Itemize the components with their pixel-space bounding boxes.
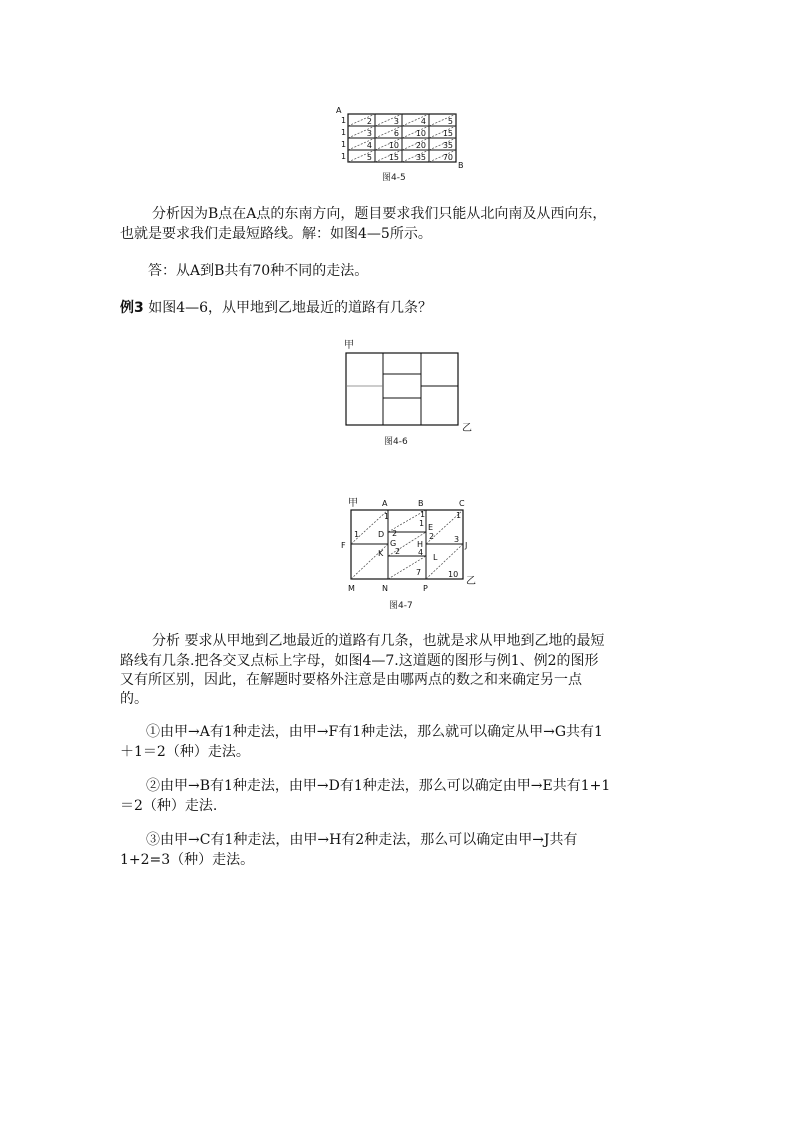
- fig47-label-G: G: [390, 539, 397, 548]
- fig45-cell: 4: [420, 117, 426, 126]
- fig45-cell: 15: [388, 153, 399, 162]
- fig47-num: 10: [448, 570, 459, 579]
- fig47-label-A: A: [382, 499, 388, 508]
- fig45-cell: 10: [415, 129, 426, 138]
- fig45-cell: 5: [447, 117, 453, 126]
- fig47-num: 1: [420, 510, 426, 519]
- fig47-label-P: P: [423, 584, 428, 593]
- fig47-label-end: 乙: [466, 576, 476, 587]
- step2-line1: ②由甲→B有1种走法，由甲→D有1种走法，那么可以确定由甲→E共有1+1: [146, 778, 611, 794]
- fig47-num: 1: [419, 519, 425, 528]
- fig45-cell: 70: [442, 153, 453, 162]
- fig46-label-end: 乙: [462, 423, 472, 434]
- fig47-num: 1: [456, 511, 462, 520]
- analysis1-line2: 也就是要求我们走最短路线。解：如图4—5所示。: [120, 226, 432, 242]
- step3-line2: 1+2=3（种）走法。: [120, 852, 255, 868]
- fig45-caption: 图4-5: [382, 173, 406, 183]
- fig46-caption: 图4-6: [384, 437, 408, 447]
- fig45-cell: 4: [366, 141, 372, 150]
- fig45-left-1: 1: [341, 116, 347, 125]
- figure-4-5: [332, 104, 472, 170]
- fig46-label-start: 甲: [344, 340, 354, 351]
- step2-line2: ＝2（种）走法.: [120, 798, 218, 814]
- fig47-label-E: E: [428, 523, 434, 532]
- analysis1-line1: 分析因为B点在A点的东南方向，题目要求我们只能从北向南及从西向东，: [152, 206, 607, 222]
- fig45-label-b: B: [458, 161, 464, 170]
- fig47-label-M: M: [348, 584, 355, 593]
- fig45-cell: 6: [393, 129, 399, 138]
- fig47-label-C: C: [459, 499, 465, 508]
- fig45-left-4: 1: [341, 152, 347, 161]
- fig47-num: 1: [354, 530, 360, 539]
- fig47-num: 3: [454, 535, 460, 544]
- fig45-cell: 3: [393, 117, 399, 126]
- fig45-cell: 3: [366, 129, 372, 138]
- fig47-num: 7: [416, 568, 422, 577]
- fig47-num: 4: [418, 548, 424, 557]
- figure-4-6: [336, 336, 486, 436]
- example3-heading: [120, 298, 432, 318]
- fig47-num: 2: [429, 532, 435, 541]
- fig45-cell: 5: [366, 153, 372, 162]
- fig47-num: 2: [395, 547, 401, 556]
- fig45-cell: 35: [415, 153, 426, 162]
- fig47-label-F: F: [341, 541, 346, 550]
- fig47-caption: 图4-7: [389, 601, 413, 611]
- analysis2-line2: 路线有几条.把各交叉点标上字母，如图4—7.这道题的图形与例1、例2的图形: [120, 653, 599, 669]
- step1-line2: ＋1＝2（种）走法。: [120, 744, 250, 760]
- step3-line1: ③由甲→C有1种走法，由甲→H有2种走法，那么可以确定由甲→J共有: [146, 832, 578, 848]
- fig45-cell: 15: [442, 129, 453, 138]
- analysis2-line4: 的。: [120, 691, 148, 707]
- fig45-cell: 2: [366, 117, 372, 126]
- analysis2-line1: 分析 要求从甲地到乙地最近的道路有几条，也就是求从甲地到乙地的最短: [152, 633, 605, 649]
- figure-4-7: [338, 494, 488, 600]
- fig47-label-N: N: [382, 584, 388, 593]
- fig45-label-a: A: [336, 106, 342, 115]
- answer1: 答：从A到B共有70种不同的走法。: [148, 263, 369, 279]
- fig45-cell: 10: [388, 141, 399, 150]
- fig47-label-J: J: [465, 541, 468, 550]
- fig45-left-3: 1: [341, 140, 347, 149]
- fig45-cell: 20: [415, 141, 426, 150]
- fig45-cell: 35: [442, 141, 453, 150]
- fig47-num: 2: [392, 529, 398, 538]
- fig47-label-H: H: [417, 540, 424, 549]
- fig47-label-L: L: [433, 553, 438, 562]
- fig47-label-K: K: [378, 549, 384, 558]
- example3-label: 例3: [120, 300, 144, 316]
- fig47-label-D: D: [378, 530, 385, 539]
- analysis2-line3: 又有所区别，因此，在解题时要格外注意是由哪两点的数之和来确定另一点: [120, 672, 582, 688]
- fig47-label-B: B: [418, 499, 424, 508]
- fig47-num: 1: [384, 512, 390, 521]
- fig45-left-2: 1: [341, 128, 347, 137]
- example3-text: 如图4—6，从甲地到乙地最近的道路有几条？: [143, 300, 433, 316]
- step1-line1: ①由甲→A有1种走法，由甲→F有1种走法，那么就可以确定从甲→G共有1: [146, 724, 603, 740]
- fig47-label-start: 甲: [348, 498, 358, 509]
